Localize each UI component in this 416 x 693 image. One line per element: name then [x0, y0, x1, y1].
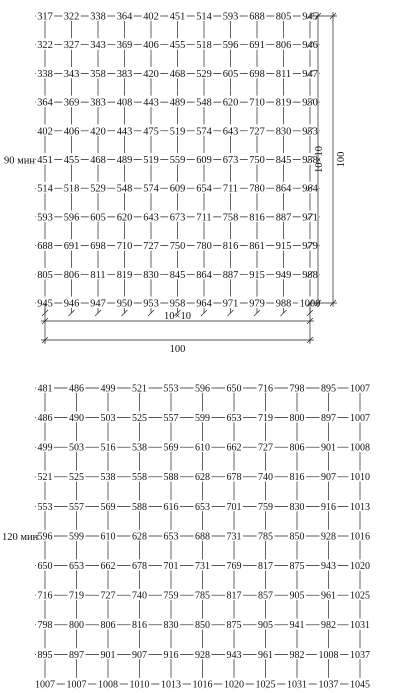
- temperature-value: 529: [196, 68, 212, 80]
- temperature-value: 1016: [192, 679, 213, 689]
- temperature-value: 759: [258, 501, 273, 513]
- dimension-lines: [41, 12, 337, 344]
- temperature-value: 716: [258, 383, 273, 395]
- temperature-value: 514: [37, 183, 53, 195]
- temperature-value: 628: [132, 531, 147, 543]
- temperature-value: 620: [116, 212, 133, 224]
- temperature-value: 1037: [350, 649, 370, 661]
- temperature-value: 643: [222, 126, 239, 138]
- temperature-value: 1020: [350, 561, 370, 572]
- panel-90-min: [4, 10, 347, 355]
- temperature-value: 943: [226, 649, 242, 661]
- temperature-value: 830: [275, 126, 292, 138]
- temperature-value: 553: [163, 383, 179, 395]
- temperature-value: 691: [249, 40, 265, 52]
- temperature-value: 750: [169, 241, 186, 253]
- temperature-value: 688: [37, 241, 53, 253]
- temperature-value: 1025: [350, 590, 370, 602]
- temperature-value: 499: [37, 442, 53, 454]
- dimension-cell-label-vertical: 10×10: [314, 146, 325, 173]
- temperature-value: 322: [63, 11, 80, 23]
- temperature-value: 897: [69, 649, 84, 661]
- temperature-value: 701: [226, 501, 242, 513]
- temperature-value: 529: [90, 183, 106, 195]
- temperature-value: 406: [143, 40, 159, 52]
- temperature-value: 574: [196, 126, 212, 138]
- temperature-value: 553: [37, 501, 53, 513]
- temperature-value: 711: [196, 212, 212, 224]
- temperature-value: 964: [196, 298, 212, 310]
- temperature-value: 780: [196, 241, 212, 253]
- temperature-value: 688: [249, 11, 265, 23]
- temperature-value: 596: [222, 40, 239, 52]
- temperature-value: 907: [132, 649, 147, 661]
- temperature-value: 1010: [129, 679, 150, 689]
- temperature-value: 650: [226, 383, 242, 395]
- temperature-value: 1031: [350, 620, 370, 632]
- temperature-value: 1007: [350, 413, 370, 424]
- temperature-value: 817: [226, 590, 242, 602]
- temperature-value: 982: [289, 649, 305, 661]
- temperature-value: 559: [169, 155, 186, 167]
- temperature-value: 907: [321, 472, 336, 484]
- temperature-value: 402: [143, 11, 159, 23]
- temperature-value: 816: [289, 472, 305, 484]
- temperature-value: 343: [90, 40, 106, 52]
- temperature-value: 588: [163, 472, 179, 484]
- temperature-value: 662: [100, 561, 116, 572]
- temperature-value: 653: [226, 413, 242, 424]
- temperature-value: 845: [275, 155, 292, 167]
- temperature-value: 599: [195, 413, 210, 424]
- temperature-value: 806: [275, 40, 292, 52]
- temperature-value: 609: [169, 183, 186, 195]
- temperature-value: 758: [222, 212, 239, 224]
- temperature-value: 548: [196, 97, 212, 109]
- temperature-value: 443: [143, 97, 159, 109]
- temperature-value: 521: [37, 472, 53, 484]
- temperature-value: 819: [275, 97, 292, 109]
- temperature-value: 806: [100, 620, 116, 632]
- temperature-value: 805: [275, 11, 292, 23]
- temperature-value: 830: [163, 620, 179, 632]
- panel-120-min: [2, 382, 372, 689]
- temperature-value: 1045: [350, 679, 370, 689]
- temperature-value: 402: [37, 126, 53, 138]
- temperature-value: 662: [226, 442, 242, 454]
- temperature-value: 850: [195, 620, 210, 632]
- temperature-value: 1010: [350, 472, 370, 484]
- temperature-value: 1007: [350, 383, 370, 395]
- temperature-value: 468: [90, 155, 106, 167]
- temperature-value: 759: [163, 590, 179, 602]
- temperature-value: 727: [249, 126, 265, 138]
- temperature-value: 875: [289, 561, 305, 572]
- temperature-value: 519: [143, 155, 159, 167]
- temperature-value: 1000: [299, 298, 321, 310]
- temperature-value: 678: [226, 472, 242, 484]
- temperature-value: 503: [69, 442, 84, 454]
- temperature-value: 958: [302, 155, 318, 167]
- temperature-value: 905: [289, 590, 305, 602]
- temperature-value: 949: [275, 269, 292, 281]
- temperature-value: 1016: [350, 531, 370, 543]
- temperature-value: 628: [195, 472, 210, 484]
- temperature-value: 857: [258, 590, 273, 602]
- temperature-value: 596: [63, 212, 80, 224]
- temperature-value: 710: [116, 241, 133, 253]
- temperature-value: 816: [132, 620, 147, 632]
- temperature-value: 769: [226, 561, 242, 572]
- temperature-value: 740: [258, 472, 273, 484]
- temperature-value: 486: [69, 383, 84, 395]
- temperature-value: 785: [195, 590, 210, 602]
- temperature-value: 727: [100, 590, 116, 602]
- dimension-total-label-vertical: 100: [336, 151, 347, 168]
- temperature-value: 1031: [287, 679, 307, 689]
- temperature-value: 950: [302, 97, 318, 109]
- temperature-value: 455: [169, 40, 186, 52]
- temperature-value: 780: [249, 183, 265, 195]
- temperature-value: 489: [116, 155, 133, 167]
- temperature-value: 916: [163, 649, 179, 661]
- temperature-value: 605: [90, 212, 106, 224]
- temperature-value: 369: [116, 40, 133, 52]
- temperature-value: 420: [90, 126, 106, 138]
- temperature-value: 945: [302, 11, 318, 23]
- dimension-total-label: 100: [169, 344, 186, 355]
- time-label: 90 мин: [4, 155, 36, 167]
- temperature-value: 947: [302, 68, 318, 80]
- temperature-value: 322: [37, 40, 53, 52]
- temperature-value: 800: [69, 620, 84, 632]
- temperature-value: 673: [169, 212, 186, 224]
- temperature-value: 701: [163, 561, 179, 572]
- temperature-value: 518: [196, 40, 212, 52]
- temperature-value: 499: [100, 383, 116, 395]
- temperature-value: 521: [132, 383, 147, 395]
- temperature-value: 643: [143, 212, 159, 224]
- temperature-value: 816: [222, 241, 239, 253]
- temperature-value: 557: [69, 501, 84, 513]
- temperature-value: 1007: [35, 679, 55, 689]
- temperature-value: 518: [63, 183, 80, 195]
- temperature-value: 420: [143, 68, 159, 80]
- temperature-value: 806: [63, 269, 80, 281]
- temperature-value: 819: [116, 269, 133, 281]
- temperature-value: 901: [321, 442, 336, 454]
- temperature-value: 979: [249, 298, 265, 310]
- temperature-value: 800: [289, 413, 305, 424]
- temperature-value: 817: [258, 561, 273, 572]
- temperature-value: 489: [169, 97, 186, 109]
- temperature-value: 805: [37, 269, 53, 281]
- temperature-value: 1008: [98, 679, 118, 689]
- temperature-value: 338: [37, 68, 53, 80]
- temperature-value: 317: [37, 11, 53, 23]
- temperature-value: 698: [249, 68, 265, 80]
- temperature-value: 946: [63, 298, 80, 310]
- temperature-value: 897: [321, 413, 336, 424]
- time-label: 120 мин: [2, 532, 39, 543]
- temperature-value: 850: [289, 531, 305, 543]
- temperature-value: 455: [63, 155, 80, 167]
- temperature-value: 719: [69, 590, 84, 602]
- temperature-value: 988: [275, 298, 292, 310]
- temperature-value: 678: [132, 561, 147, 572]
- temperature-value: 408: [116, 97, 133, 109]
- temperature-value: 569: [163, 442, 179, 454]
- temperature-value: 650: [37, 561, 53, 572]
- temperature-value: 806: [289, 442, 305, 454]
- temperature-value: 1013: [350, 501, 370, 513]
- temperature-value: 830: [143, 269, 159, 281]
- temperature-value: 727: [258, 442, 273, 454]
- temperature-value: 548: [116, 183, 133, 195]
- temperature-value: 971: [302, 212, 318, 224]
- temperature-value: 887: [222, 269, 239, 281]
- temperature-value: 609: [196, 155, 212, 167]
- temperature-value: 557: [163, 413, 179, 424]
- temperature-value: 785: [258, 531, 273, 543]
- temperature-value: 864: [275, 183, 292, 195]
- temperature-value: 798: [289, 383, 305, 395]
- temperature-value: 481: [37, 383, 53, 395]
- temperature-value: 864: [196, 269, 212, 281]
- temperature-value: 475: [143, 126, 159, 138]
- temperature-value: 845: [169, 269, 186, 281]
- temperature-value: 711: [222, 183, 239, 195]
- temperature-value: 798: [37, 620, 53, 632]
- temperature-value: 525: [69, 472, 84, 484]
- temperature-value: 988: [302, 269, 318, 281]
- temperature-value: 950: [116, 298, 133, 310]
- temperature-value: 1013: [161, 679, 181, 689]
- temperature-value: 1037: [318, 679, 339, 689]
- temperature-value: 905: [258, 620, 273, 632]
- temperature-value: 519: [169, 126, 186, 138]
- temperature-value: 861: [249, 241, 265, 253]
- temperature-value: 875: [226, 620, 242, 632]
- temperature-value: 451: [37, 155, 53, 167]
- temperature-value: 750: [249, 155, 265, 167]
- temperature-value: 525: [132, 413, 147, 424]
- temperature-value: 830: [289, 501, 305, 513]
- temperature-value: 514: [196, 11, 212, 23]
- temperature-value: 343: [63, 68, 80, 80]
- temperature-value: 569: [100, 501, 116, 513]
- temperature-value: 961: [258, 649, 273, 661]
- temperature-value: 964: [302, 183, 318, 195]
- temperature-value: 516: [100, 442, 116, 454]
- temperature-value: 953: [143, 298, 159, 310]
- temperature-value: 538: [132, 442, 147, 454]
- temperature-value: 596: [37, 531, 53, 543]
- temperature-value: 616: [163, 501, 179, 513]
- temperature-value: 369: [63, 97, 80, 109]
- temperature-value: 958: [169, 298, 186, 310]
- temperature-value: 610: [100, 531, 116, 543]
- temperature-value: 593: [222, 11, 239, 23]
- temperature-value: 945: [37, 298, 53, 310]
- temperature-value: 953: [302, 126, 318, 138]
- temperature-value: 915: [249, 269, 265, 281]
- temperature-value: 538: [100, 472, 116, 484]
- dimension-cell-label: 10×10: [164, 311, 191, 322]
- temperature-value: 731: [195, 561, 210, 572]
- temperature-value: 620: [222, 97, 239, 109]
- temperature-value: 673: [222, 155, 239, 167]
- temperature-value: 941: [289, 620, 305, 632]
- temperature-value: 653: [69, 561, 84, 572]
- temperature-value: 599: [69, 531, 84, 543]
- temperature-value: 383: [90, 97, 106, 109]
- temperature-value: 383: [116, 68, 133, 80]
- temperature-value: 364: [37, 97, 53, 109]
- temperature-value: 895: [37, 649, 53, 661]
- temperature-value: 731: [226, 531, 242, 543]
- temperature-value: 451: [169, 11, 186, 23]
- temperature-value: 688: [195, 531, 210, 543]
- temperature-value: 406: [63, 126, 80, 138]
- temperature-value: 358: [90, 68, 106, 80]
- temperature-value: 653: [195, 501, 210, 513]
- temperature-value: 928: [195, 649, 210, 661]
- temperature-value: 593: [37, 212, 53, 224]
- temperature-value: 943: [321, 561, 336, 572]
- temperature-value: 605: [222, 68, 239, 80]
- temperature-value: 916: [321, 501, 336, 513]
- temperature-value: 961: [321, 590, 336, 602]
- temperature-value: 490: [69, 413, 84, 424]
- temperature-value: 558: [132, 472, 147, 484]
- temperature-value: 946: [302, 40, 318, 52]
- temperature-value: 811: [90, 269, 106, 281]
- temperature-value: 716: [37, 590, 53, 602]
- temperature-value: 1007: [66, 679, 87, 689]
- temperature-value: 1008: [318, 649, 339, 661]
- temperature-value: 486: [37, 413, 53, 424]
- temperature-value: 979: [302, 241, 318, 253]
- temperature-value: 727: [143, 241, 159, 253]
- temperature-value: 710: [249, 97, 265, 109]
- temperature-value: 691: [63, 241, 80, 253]
- temperature-value: 1008: [350, 442, 370, 454]
- temperature-value: 901: [100, 649, 116, 661]
- temperature-value: 971: [222, 298, 239, 310]
- temperature-value: 1020: [224, 679, 244, 689]
- temperature-value: 887: [275, 212, 292, 224]
- temperature-value: 468: [169, 68, 186, 80]
- temperature-value: 654: [196, 183, 212, 195]
- temperature-value: 811: [275, 68, 292, 80]
- temperature-value: 653: [163, 531, 179, 543]
- temperature-value: 1025: [255, 679, 276, 689]
- temperature-value: 915: [275, 241, 292, 253]
- temperature-value: 698: [90, 241, 106, 253]
- temperature-value: 338: [90, 11, 106, 23]
- temperature-value: 588: [132, 501, 147, 513]
- temperature-value: 719: [258, 413, 273, 424]
- temperature-value: 816: [249, 212, 265, 224]
- temperature-value: 895: [321, 383, 336, 395]
- temperature-value: 574: [143, 183, 159, 195]
- temperature-value: 982: [321, 620, 336, 632]
- temperature-value: 928: [321, 531, 336, 543]
- temperature-value: 610: [195, 442, 210, 454]
- temperature-value: 947: [90, 298, 106, 310]
- temperature-value: 327: [63, 40, 80, 52]
- temperature-value: 740: [132, 590, 147, 602]
- temperature-value: 596: [195, 383, 210, 395]
- temperature-value: 364: [116, 11, 133, 23]
- temperature-value: 503: [100, 413, 116, 424]
- temperature-value: 443: [116, 126, 133, 138]
